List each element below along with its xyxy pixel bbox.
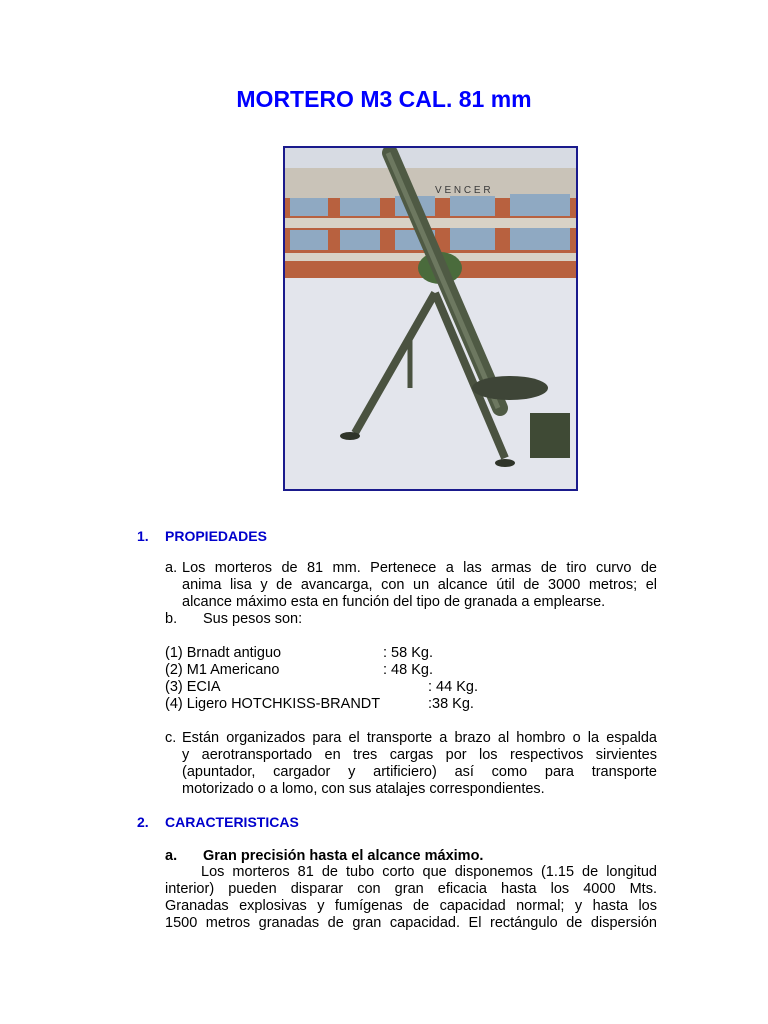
- weight-value-1: : 58 Kg.: [383, 645, 433, 661]
- weight-label-3: (3) ECIA: [165, 679, 221, 695]
- section-1-title: PROPIEDADES: [165, 528, 267, 544]
- char-para-line-3: Granadas explosivas y fumígenas de capacidad normal; y hasta los: [165, 898, 657, 914]
- char-para-line-2: interior) pueden disparar con gran eficacia hasta los 4000 Mts.: [165, 881, 657, 897]
- item-a-line-1: Los morteros de 81 mm. Pertenece a las armas de tiro curvo de: [182, 560, 657, 576]
- section-2-number: 2.: [137, 814, 149, 830]
- item-b-text: Sus pesos son:: [203, 611, 303, 627]
- item-c-line-3: (apuntador, cargador y artificiero) así como para transporte: [182, 764, 657, 780]
- item-a-line-3: alcance máximo esta en función del tipo de granada a emplearse.: [182, 594, 606, 610]
- page-title: MORTERO M3 CAL. 81 mm: [236, 86, 532, 112]
- sub-a-heading: Gran precisión hasta el alcance máximo.: [203, 848, 484, 864]
- section-1-number: 1.: [137, 528, 149, 544]
- weight-value-4: :38 Kg.: [428, 696, 474, 712]
- sub-a-marker: a.: [165, 848, 178, 864]
- weight-value-2: : 48 Kg.: [383, 662, 433, 678]
- weight-label-1: (1) Brnadt antiguo: [165, 645, 282, 661]
- weight-value-3: : 44 Kg.: [428, 679, 478, 695]
- section-2-title: CARACTERISTICAS: [165, 814, 299, 830]
- char-para-line-1: Los morteros 81 de tubo corto que disponemos (1.15 de longitud: [201, 864, 657, 880]
- section-1-heading: [137, 528, 267, 544]
- weight-label-2: (2) M1 Americano: [165, 662, 280, 678]
- item-c-line-1: Están organizados para el transporte a brazo al hombro o la espalda: [182, 730, 657, 746]
- char-para-line-4: 1500 metros granadas de gran capacidad. El rectángulo de dispersión: [165, 915, 657, 931]
- mortar-image: [285, 148, 576, 489]
- item-c-line-4: motorizado o a lomo, con sus atalajes correspondientes.: [182, 781, 545, 797]
- item-a-line-2: anima lisa y de avancarga, con un alcance útil de 3000 metros; el: [182, 577, 657, 593]
- item-b-marker: b.: [165, 611, 178, 627]
- weight-label-4: (4) Ligero HOTCHKISS-BRANDT: [165, 696, 381, 712]
- item-c-line-2: y aerotransportado en tres cargas por los respectivos sirvientes: [182, 747, 657, 763]
- item-c-marker: c.: [165, 730, 177, 746]
- building-sign: V E N C E R: [435, 185, 491, 196]
- item-a-marker: a.: [165, 560, 178, 576]
- mortar-photo: [283, 146, 578, 491]
- section-2-heading: [137, 814, 299, 830]
